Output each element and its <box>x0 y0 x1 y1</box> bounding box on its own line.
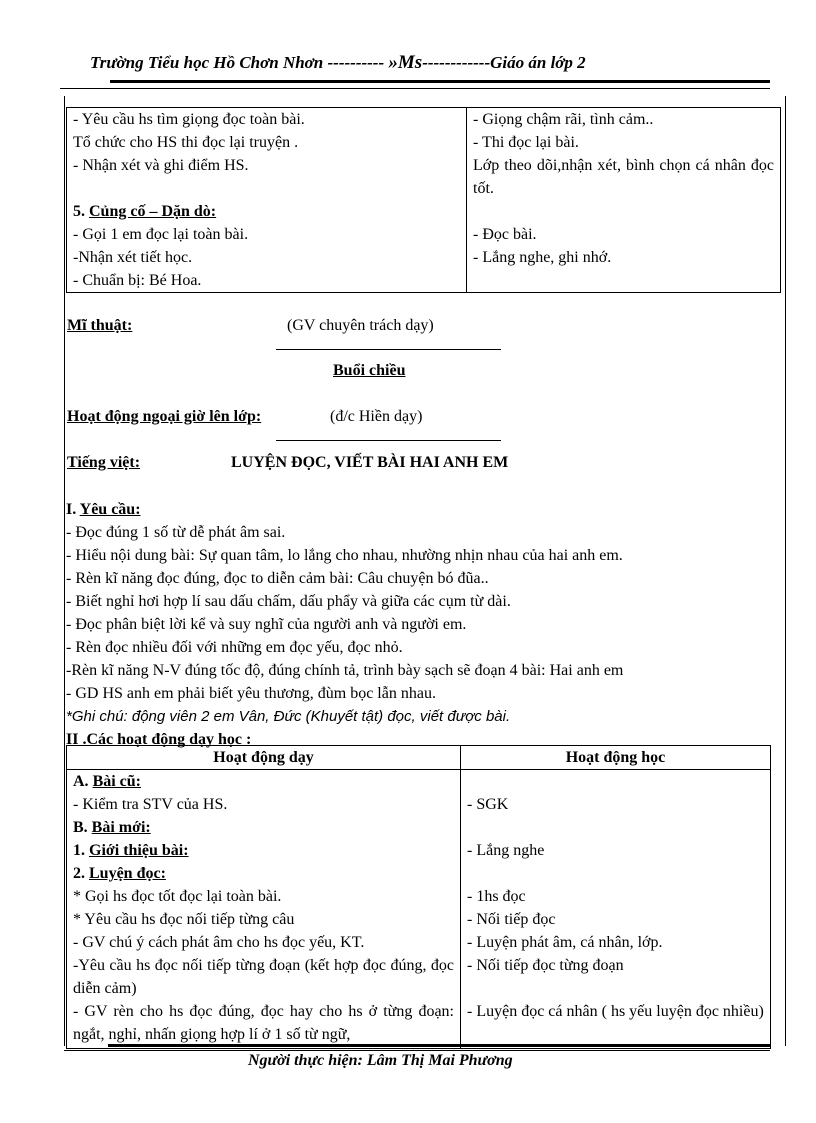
lesson-title: LUYỆN ĐỌC, VIẾT BÀI HAI ANH EM <box>231 454 509 471</box>
hd-ngoai-gio-label: Hoạt động ngoại giờ lên lớp: <box>67 408 262 425</box>
col-header-learn: Hoạt động học <box>461 746 771 770</box>
activities-heading: II .Các hoạt động dạy học : <box>66 731 252 748</box>
teach-line: - GV rèn cho hs đọc đúng, đọc hay cho hs ở từng đoạn: ngắt, nghỉ, nhấn giọng hợp lí ở 1 số từ ngữ, <box>73 1003 454 1043</box>
lesson-plan-title: Giáo án lớp 2 <box>490 53 586 72</box>
learn-line: - Luyện đọc cá nhân ( hs yếu luyện đọc nhiều) <box>467 1003 764 1020</box>
table-line: - Thi đọc lại bài. <box>473 134 579 151</box>
table-line: - Lắng nghe, ghi nhớ. <box>473 249 612 266</box>
row-label-bai-cu: A. Bài cũ: <box>73 773 142 790</box>
buoi-chieu-heading: Buổi chiều <box>333 362 406 379</box>
page-header <box>90 52 730 74</box>
table-line-blank <box>73 177 460 200</box>
school-name: Trường Tiểu học Hồ Chơn Nhơn <box>90 53 324 72</box>
requirement-item: - Rèn kĩ năng đọc đúng, đọc to diễn cảm bài: Câu chuyện bó đũa.. <box>66 570 489 587</box>
teach-line: - GV chú ý cách phát âm cho hs đọc yếu, KT. <box>73 934 365 951</box>
table-line: - Gọi 1 em đọc lại toàn bài. <box>73 226 249 243</box>
learn-line: - Luyện phát âm, cá nhân, lớp. <box>467 934 663 951</box>
table-line: - Nhận xét và ghi điểm HS. <box>73 157 249 174</box>
header-dash-left: ---------- <box>327 53 385 72</box>
learn-line-blank <box>467 977 764 1000</box>
section-heading-cung-co: 5. Củng cố – Dặn dò: <box>73 203 217 220</box>
table-line: - Đọc bài. <box>473 226 537 243</box>
hd-ngoai-gio-text: (đ/c Hiền dạy) <box>330 408 423 425</box>
table-line: Lớp theo dõi,nhận xét, bình chọn cá nhân đọc tốt. <box>473 157 774 197</box>
footer-rule-thick <box>108 1044 770 1047</box>
requirement-item: - Biết nghỉ hơi hợp lí sau dấu chấm, dấu phẩy và giữa các cụm từ dài. <box>66 593 511 610</box>
header-dash-right: ------------ <box>422 53 491 72</box>
top-table-left-cell <box>67 108 467 293</box>
learn-cell <box>461 770 771 1049</box>
teach-line: * Yêu cầu hs đọc nối tiếp từng câu <box>73 911 295 928</box>
requirement-item: - Rèn đọc nhiều đối với những em đọc yếu, đọc nhỏ. <box>66 639 403 656</box>
top-table-right-cell <box>467 108 781 293</box>
mi-thuat-text: (GV chuyên trách dạy) <box>287 317 434 334</box>
teach-line: * Gọi hs đọc tốt đọc lại toàn bài. <box>73 888 282 905</box>
top-activity-table <box>66 107 781 293</box>
footer-rule-thin <box>64 1050 770 1051</box>
learn-line: - Lắng nghe <box>467 842 545 859</box>
row-label-luyen-doc: 2. Luyện đọc: <box>73 865 166 882</box>
table-line: - Yêu cầu hs tìm giọng đọc toàn bài. <box>73 111 305 128</box>
learn-line: - Nối tiếp đọc <box>467 911 556 928</box>
tieng-viet-label: Tiếng việt: <box>67 454 141 471</box>
requirement-item: -Rèn kĩ năng N-V đúng tốc độ, đúng chính tả, trình bày sạch sẽ đoạn 4 bài: Hai anh em <box>66 662 624 679</box>
learn-line: - 1hs đọc <box>467 888 526 905</box>
teach-line: - Kiểm tra STV của HS. <box>73 796 228 813</box>
requirement-item: - Hiểu nội dung bài: Sự quan tâm, lo lắng cho nhau, nhường nhịn nhau của hai anh em. <box>66 547 623 564</box>
requirements-section <box>66 498 776 751</box>
header-rule-thin <box>60 88 770 89</box>
teach-line: -Yêu cầu hs đọc nối tiếp từng đoạn (kết hợp đọc đúng, đọc diễn cảm) <box>73 957 454 997</box>
header-rule-thick <box>110 80 770 83</box>
logo-icon: »Ms <box>388 52 423 73</box>
requirements-heading: I. Yêu cầu: <box>66 501 141 518</box>
row-label-gioi-thieu: 1. Giới thiệu bài: <box>73 842 189 859</box>
requirement-item: - Đọc phân biệt lời kể và suy nghĩ của người anh và người em. <box>66 616 467 633</box>
table-line: -Nhận xét tiết học. <box>73 249 193 266</box>
table-line-blank <box>473 200 774 223</box>
activities-table <box>66 745 771 1049</box>
row-label-bai-moi: B. Bài mới: <box>73 819 151 836</box>
table-line: Tổ chức cho HS thi đọc lại truyện . <box>73 134 299 151</box>
col-header-teach: Hoạt động dạy <box>67 746 461 770</box>
learn-line-blank <box>467 816 764 839</box>
mi-thuat-label: Mĩ thuật: <box>67 317 133 334</box>
learn-line: - Nối tiếp đọc từng đoạn <box>467 957 624 974</box>
learn-line-blank <box>467 862 764 885</box>
separator-line <box>276 349 501 350</box>
teach-cell <box>67 770 461 1049</box>
page-footer: Người thực hiện: Lâm Thị Mai Phương <box>248 1052 513 1069</box>
requirement-item: - Đọc đúng 1 số từ dễ phát âm sai. <box>66 524 286 541</box>
requirement-note: *Ghi chú: động viên 2 em Vân, Đức (Khuyết tật) đọc, viết được bài. <box>66 708 511 725</box>
requirement-item: - GD HS anh em phải biết yêu thương, đùm bọc lẫn nhau. <box>66 685 436 702</box>
learn-line-blank <box>467 770 764 793</box>
table-line: - Chuẩn bị: Bé Hoa. <box>73 272 202 289</box>
learn-line: - SGK <box>467 796 509 813</box>
table-line: - Giọng chậm rãi, tình cảm.. <box>473 111 654 128</box>
separator-line <box>276 440 501 441</box>
